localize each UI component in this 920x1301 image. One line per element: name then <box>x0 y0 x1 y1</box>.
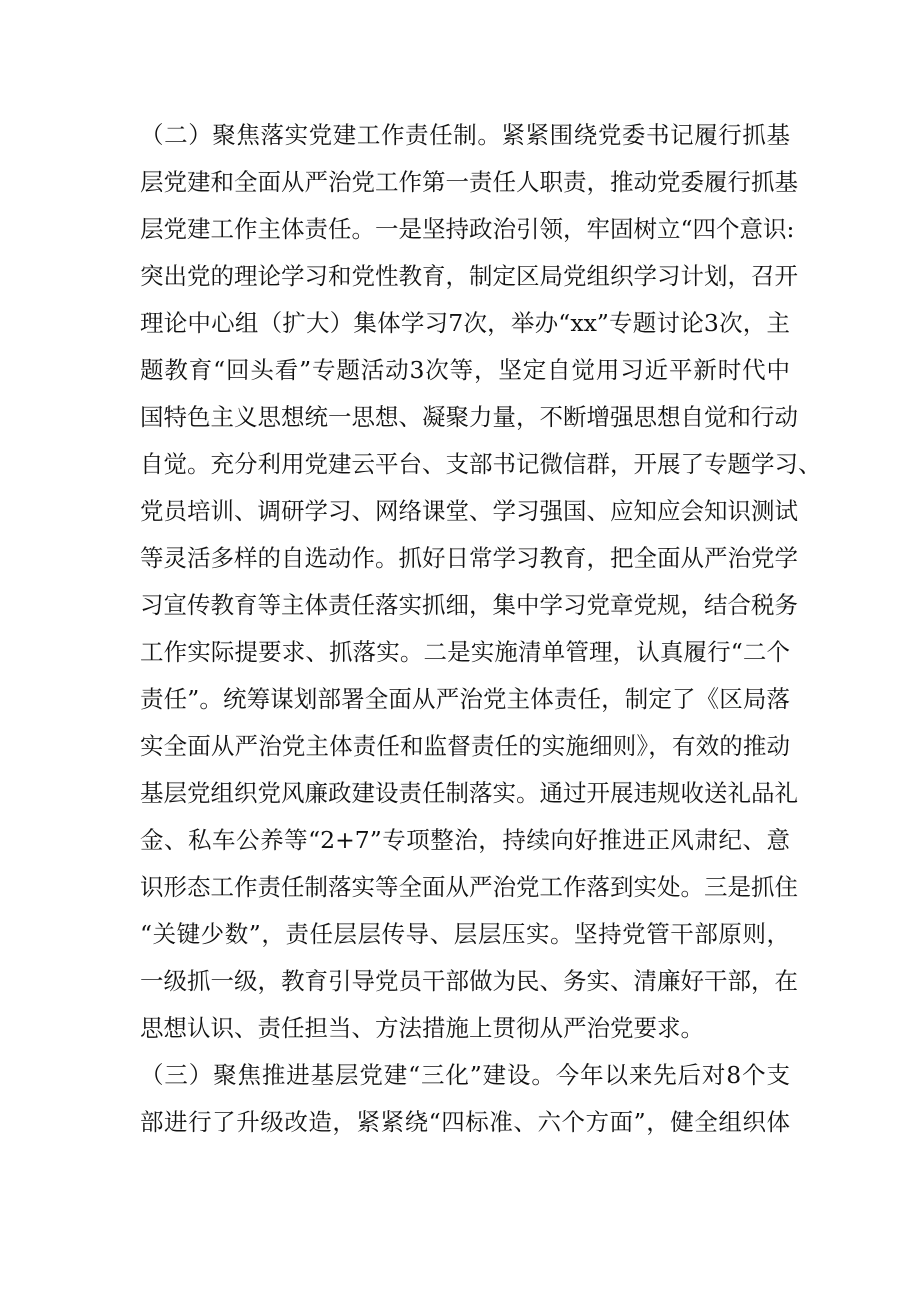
text-line: 习宣传教育等主体责任落实抓细，集中学习党章党规，结合税务 <box>140 591 798 619</box>
text-line: 突出党的理论学习和党性教育，制定区局党组织学习计划，召开 <box>140 262 798 290</box>
text-line: 工作实际提要求、抓落实。二是实施清单管理，认真履行“二个 <box>140 638 790 666</box>
text-line: 实全面从严治党主体责任和监督责任的实施细则》，有效的推动 <box>140 732 790 760</box>
text-line: 自觉。充分利用党建云平台、支部书记微信群，开展了专题学习、 <box>140 450 822 478</box>
text-line: “关键少数”，责任层层传导、层层压实。坚持党管干部原则， <box>140 920 790 948</box>
text-line: 一级抓一级，教育引导党员干部做为民、务实、清廉好干部，在 <box>140 967 798 995</box>
paragraph-section-three <box>140 1052 790 1146</box>
document-body <box>140 112 822 1146</box>
text-line: 责任”。统筹谋划部署全面从严治党主体责任，制定了《区局落 <box>140 685 790 713</box>
text-line: 部进行了升级改造，紧紧绕“四标准、六个方面”，健全组织体 <box>140 1108 790 1136</box>
text-line: （三）聚焦推进基层党建“三化”建设。今年以来先后对8个支 <box>140 1061 790 1089</box>
text-line: 理论中心组（扩大）集体学习7次，举办“xx”专题讨论3次，主 <box>140 309 790 337</box>
text-line: 基层党组织党风廉政建设责任制落实。通过开展违规收送礼品礼 <box>140 779 798 807</box>
text-line: （二）聚焦落实党建工作责任制。紧紧围绕党委书记履行抓基 <box>140 121 790 149</box>
text-line: 等灵活多样的自选动作。抓好日常学习教育，把全面从严治党学 <box>140 544 798 572</box>
text-line: 层党建工作主体责任。一是坚持政治引领，牢固树立“四个意识: <box>140 215 795 243</box>
text-line: 层党建和全面从严治党工作第一责任人职责，推动党委履行抓基 <box>140 168 798 196</box>
text-line: 思想认识、责任担当、方法措施上贯彻从严治党要求。 <box>140 1014 704 1042</box>
paragraph-section-two <box>140 112 822 1052</box>
text-line: 识形态工作责任制落实等全面从严治党工作落到实处。三是抓住 <box>140 873 798 901</box>
text-line: 题教育“回头看”专题活动3次等，坚定自觉用习近平新时代中 <box>140 356 790 384</box>
text-line: 金、私车公养等“2+7”专项整治，持续向好推进正风肃纪、意 <box>140 826 790 854</box>
text-line: 党员培训、调研学习、网络课堂、学习强国、应知应会知识测试 <box>140 497 798 525</box>
text-line: 国特色主义思想统一思想、凝聚力量，不断增强思想自觉和行动 <box>140 403 798 431</box>
